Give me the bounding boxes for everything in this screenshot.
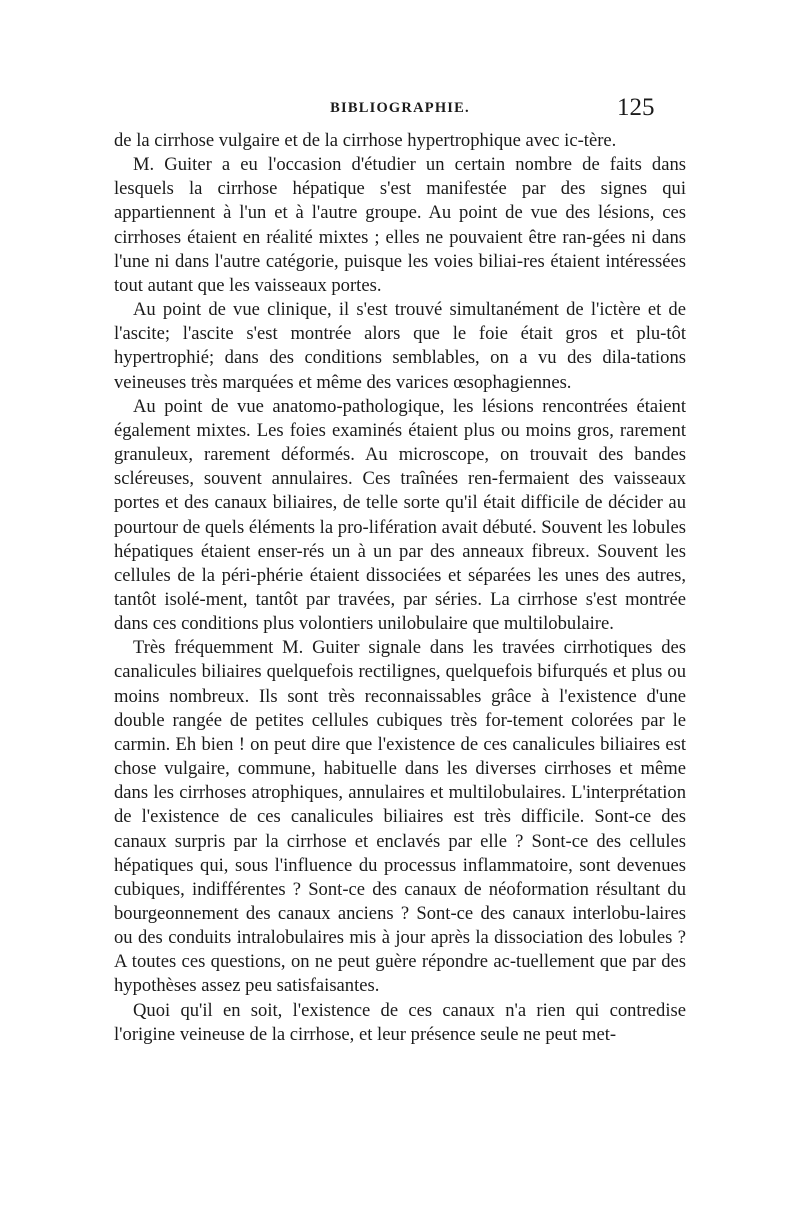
running-head [0, 94, 800, 124]
paragraph: Au point de vue anatomo-pathologique, les lésions rencontrées étaient également mixtes. Les foies examinés étaient plus ou moins gros, rarement granuleux, rarement déformés. Au microscope, on trouvait des bandes scléreuses, souvent annulaires. Ces traînées ren-fermaient des vaisseaux portes et des canaux biliaires, de telle sorte qu'il était difficile de décider au pourtour de quels éléments la pro-lifération avait débuté. Souvent les lobules hépatiques étaient enser-rés un à un par des anneaux fibreux. Souvent les cellules de la péri-phérie étaient dissociées et séparées les unes des autres, tantôt isolé-ment, tantôt par travées, par séries. La cirrhose s'est montrée dans ces conditions plus volontiers unilobulaire que multilobulaire. [114, 395, 686, 635]
paragraph: Au point de vue clinique, il s'est trouvé simultanément de l'ictère et de l'ascite; l'ascite s'est montrée alors que le foie était gros et plu-tôt hypertrophié; dans des conditions semblables, on a vu des dila-tations veineuses très marquées et même des varices œsophagiennes. [114, 299, 686, 393]
paragraph: M. Guiter a eu l'occasion d'étudier un certain nombre de faits dans lesquels la cirrhose hépatique s'est manifestée par des signes qui appartiennent à l'un et à l'autre groupe. Au point de vue des lésions, ces cirrhoses étaient en réalité mixtes ; elles ne pouvaient être ran-gées ni dans l'une ni dans l'autre catégorie, puisque les voies biliai-res étaient intéressées tout autant que les vaisseaux portes. [114, 154, 686, 296]
page-number: 125 [617, 94, 655, 121]
section-title: BIBLIOGRAPHIE. [330, 100, 470, 116]
paragraph: Très fréquemment M. Guiter signale dans les travées cirrhotiques des canalicules biliaires quelquefois rectilignes, quelquefois bifurqués et plus ou moins nombreux. Ils sont très reconnaissables grâce à l'existence d'une double rangée de petites cellules cubiques très for-tement colorées par le carmin. Eh bien ! on peut dire que l'existence de ces canalicules biliaires est chose vulgaire, commune, habituelle dans les diverses cirrhoses et même dans les cirrhoses atrophiques, annulaires et multilobulaires. L'interprétation de l'existence de ces canalicules biliaires est très difficile. Sont-ce des canaux surpris par la cirrhose et enclavés par elle ? Sont-ce des cellules hépatiques qui, sous l'influence du processus inflammatoire, sont devenues cubiques, indifférentes ? Sont-ce des canaux de néoformation résultant du bourgeonnement des canaux anciens ? Sont-ce des canaux interlobu-laires ou des conduits intralobulaires mis à jour après la dissociation des lobules ? A toutes ces questions, on ne peut guère répondre ac-tuellement que par des hypothèses assez peu satisfaisantes. [114, 637, 686, 997]
paragraph: Quoi qu'il en soit, l'existence de ces canaux n'a rien qui contredise l'origine veineuse de la cirrhose, et leur présence seule ne peut met- [114, 999, 686, 1045]
body-text [114, 129, 686, 1047]
paragraph-continuation: de la cirrhose vulgaire et de la cirrhose hypertrophique avec ic-tère. [114, 130, 617, 151]
